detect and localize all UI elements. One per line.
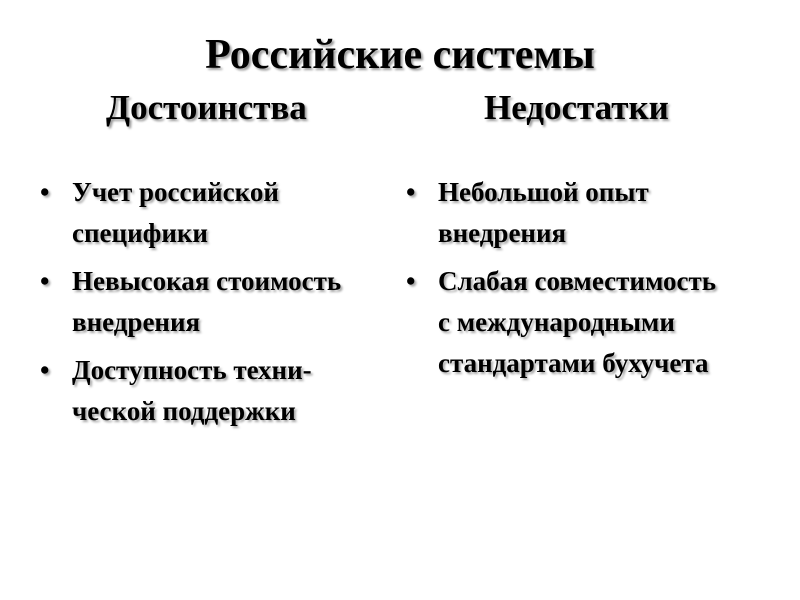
bullet-icon: •	[40, 355, 50, 385]
advantages-item	[38, 172, 388, 254]
bullet-icon: •	[40, 266, 50, 296]
bullet-icon: •	[40, 177, 50, 207]
item-line: Небольшой опыт	[438, 177, 649, 207]
advantages-item	[38, 350, 388, 432]
item-line: стандартами бухучета	[438, 348, 709, 378]
item-line: с международными	[438, 307, 675, 337]
item-line: Доступность техни-	[72, 355, 312, 385]
disadvantages-item	[404, 261, 774, 384]
slide-title: Российские системы	[205, 32, 595, 78]
item-line: внедрения	[438, 218, 567, 248]
bullet-icon: •	[406, 177, 416, 207]
bullet-icon: •	[406, 266, 416, 296]
item-line: специфики	[72, 218, 208, 248]
item-line: Невысокая стоимость	[72, 266, 342, 296]
advantages-list	[38, 172, 388, 439]
disadvantages-list	[404, 172, 774, 391]
disadvantages-item	[404, 172, 774, 254]
item-line: ческой поддержки	[72, 396, 296, 426]
item-line: внедрения	[72, 307, 201, 337]
advantages-heading: Достоинства	[106, 88, 307, 127]
item-line: Слабая совместимость	[438, 266, 717, 296]
disadvantages-heading: Недостатки	[484, 88, 669, 127]
advantages-item	[38, 261, 388, 343]
item-line: Учет российской	[72, 177, 279, 207]
